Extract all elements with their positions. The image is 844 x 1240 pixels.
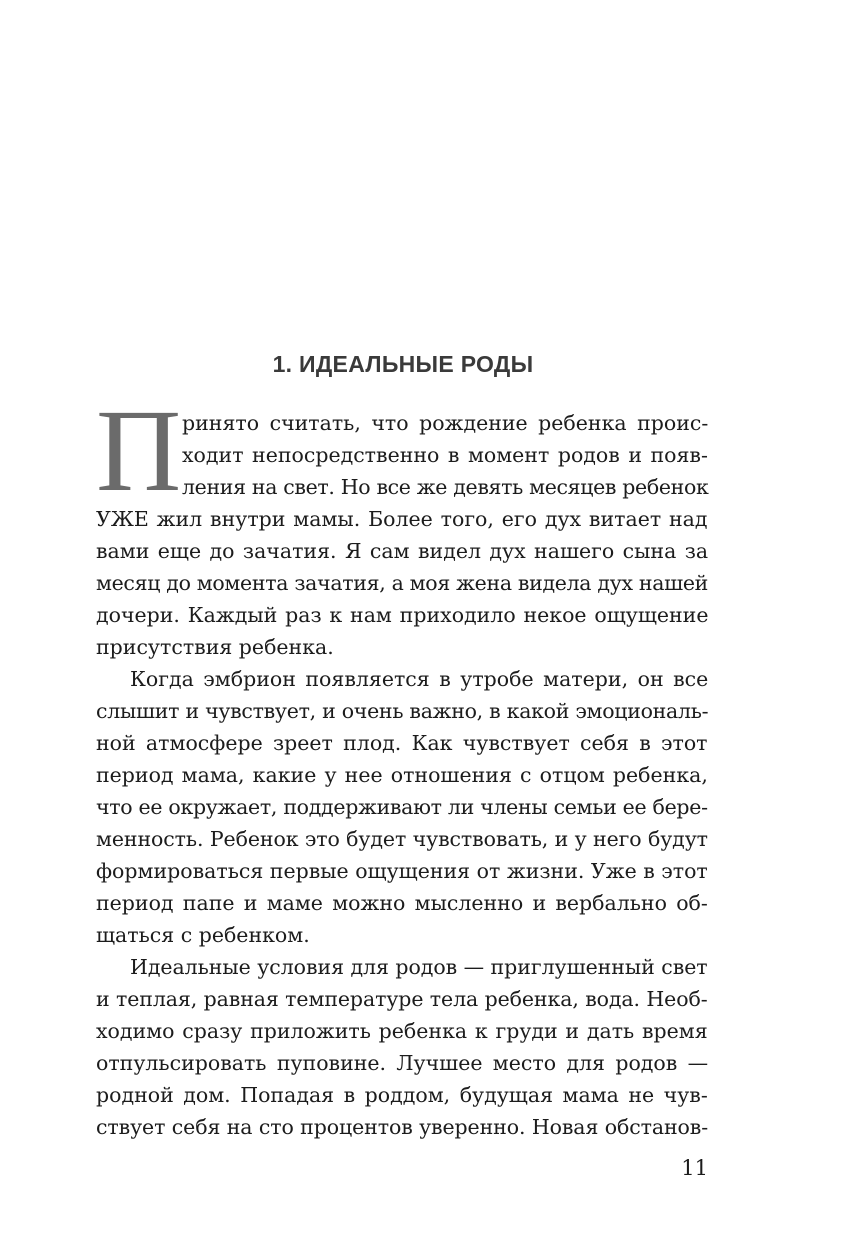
text-line: ходит непосредственно в момент родов и появ- <box>182 443 708 467</box>
text-line: УЖЕ жил внутри мамы. Более того, его дух витает над <box>96 507 708 531</box>
text-line: слышит и чувствует, и очень важно, в какой эмоциональ- <box>96 699 709 723</box>
text-line: что ее окружает, поддерживают ли члены семьи ее бере- <box>96 795 708 819</box>
text-line: менность. Ребенок это будет чувствовать, и у него будут <box>96 827 708 851</box>
text-line: родной дом. Попадая в роддом, будущая мама не чув- <box>96 1083 708 1107</box>
text-line: Идеальные условия для родов — приглушенный свет <box>130 955 708 979</box>
text-line: отпульсировать пуповине. Лучшее место для родов — <box>96 1051 709 1075</box>
text-line: Когда эмбрион появляется в утробе матери, он все <box>130 667 709 691</box>
text-line: щаться с ребенком. <box>96 923 310 947</box>
page-number: 11 <box>681 1156 708 1180</box>
text-line: ствует себя на сто процентов уверенно. Новая обстанов- <box>96 1115 709 1139</box>
drop-cap: П <box>96 385 182 516</box>
text-line: период папе и маме можно мысленно и вербально об- <box>96 891 708 915</box>
chapter-title: 1. ИДЕАЛЬНЫЕ РОДЫ <box>272 351 534 377</box>
text-line: ления на свет. Но все же девять месяцев ребенок <box>182 475 709 499</box>
text-line: месяц до момента зачатия, а моя жена видела дух нашей <box>96 571 709 595</box>
text-line: присутствия ребенка. <box>96 635 334 659</box>
text-line: дочери. Каждый раз к нам приходило некое ощущение <box>96 603 709 627</box>
text-line: и теплая, равная температуре тела ребенка, вода. Необ- <box>96 987 708 1011</box>
text-line: вами еще до зачатия. Я сам видел дух нашего сына за <box>96 539 709 563</box>
text-line: ной атмосфере зреет плод. Как чувствует себя в этот <box>96 731 708 755</box>
text-line: ринято считать, что рождение ребенка проис- <box>182 411 709 435</box>
text-line: ходимо сразу приложить ребенка к груди и дать время <box>96 1019 708 1043</box>
text-line: формироваться первые ощущения от жизни. Уже в этот <box>96 859 708 883</box>
text-line: период мама, какие у нее отношения с отцом ребенка, <box>96 763 708 787</box>
